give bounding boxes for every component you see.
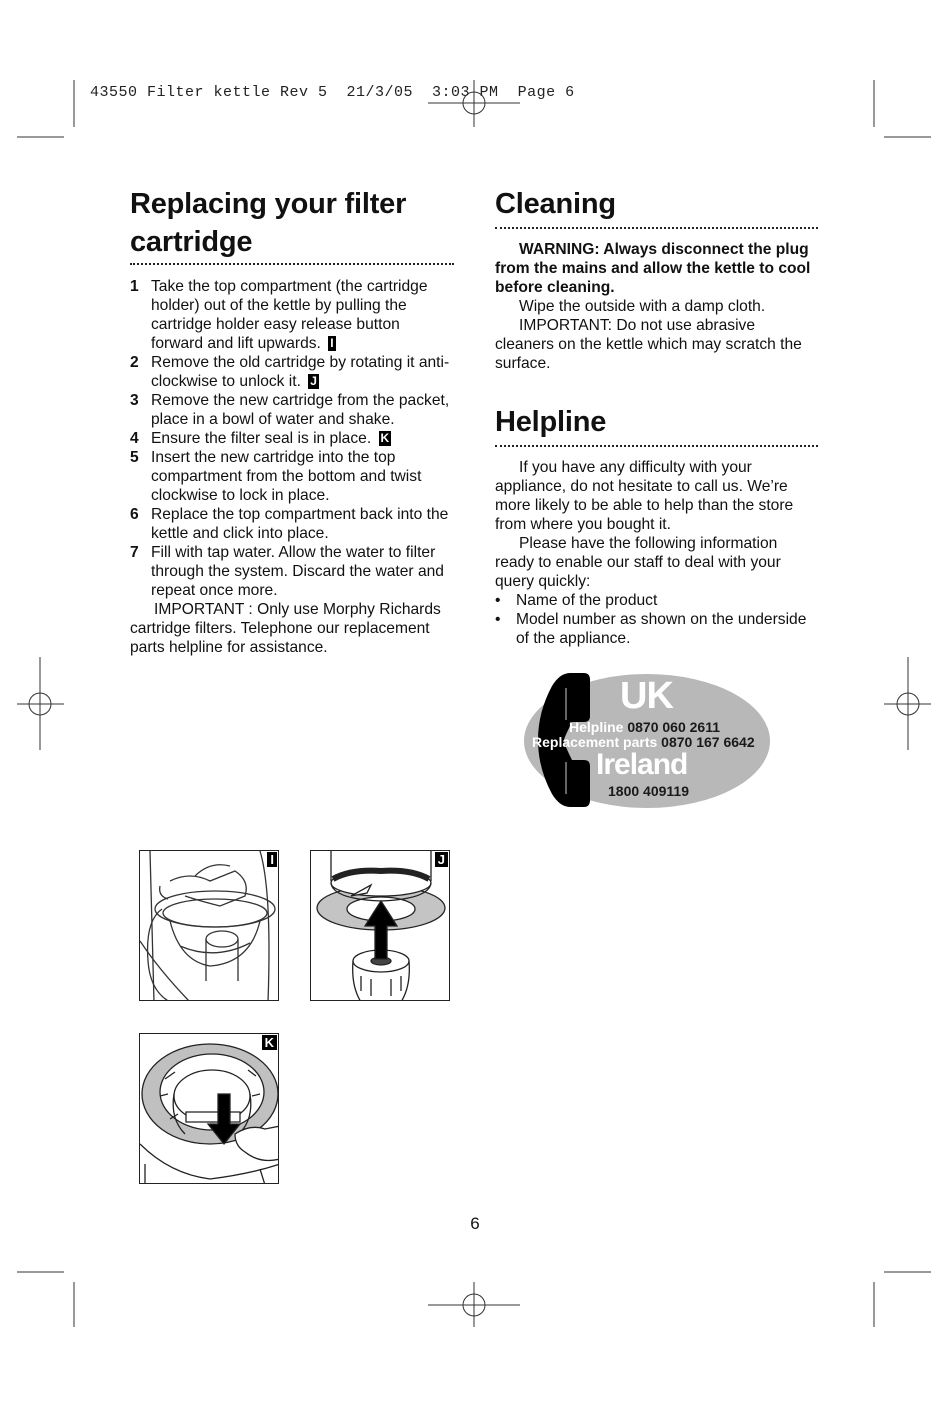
step-number: 5 (130, 449, 139, 466)
helpline-title: Helpline (495, 403, 818, 447)
figure-j-rotate-cartridge (310, 850, 450, 1001)
ireland-label: Ireland (596, 748, 688, 781)
right-column (495, 185, 818, 648)
helpline-body (495, 458, 818, 648)
step-number: 6 (130, 506, 139, 523)
step-number: 1 (130, 278, 139, 295)
step-text: Remove the new cartridge from the packet, place in a bowl of water and shake. (151, 392, 450, 428)
step-number: 3 (130, 392, 139, 409)
figure-reference-badge: I (330, 336, 334, 350)
bullet-item: • Name of the product (495, 591, 818, 610)
cleaning-wipe: Wipe the outside with a damp cloth. (519, 298, 766, 315)
helpline-para1: If you have any difficulty with your appliance, do not hesitate to call us. We’re more likely to be able to help than the store from where you bought it. (495, 459, 794, 533)
cleaning-body (495, 240, 818, 373)
parts-label: Replacement parts (532, 734, 658, 750)
cleaning-warning: WARNING: Always disconnect the plug from the mains and allow the kettle to cool before cleaning. (495, 241, 811, 296)
helpline-bullets (495, 591, 818, 648)
helpline-para2: Please have the following information ready to enable our staff to deal with your query quickly: (495, 535, 781, 590)
figure-j-tag: J (435, 852, 448, 867)
step-number: 7 (130, 544, 139, 561)
helpline-number: 0870 060 2611 (627, 719, 721, 735)
helpline-label: Helpline (569, 719, 624, 735)
step-item (130, 353, 454, 391)
bullet-item: • Model number as shown on the underside of the appliance. (495, 610, 818, 648)
step-text: Remove the old cartridge by rotating it anti-clockwise to unlock it. (151, 354, 450, 390)
page-number: 6 (470, 1214, 480, 1233)
print-slug-line: 43550 Filter kettle Rev 5 21/3/05 3:03 PM Page 6 (90, 84, 575, 101)
step-item (130, 505, 454, 543)
figure-reference-badge: K (380, 431, 390, 445)
cleaning-important: IMPORTANT: Do not use abrasive cleaners on the kettle which may scratch the surface. (495, 317, 802, 372)
step-number: 4 (130, 430, 139, 447)
step-text: Insert the new cartridge into the top compartment from the bottom and twist clockwise to lock in place. (151, 449, 422, 504)
replacing-important-note: IMPORTANT : Only use Morphy Richards cartridge filters. Telephone our replacement parts helpline for assistance. (130, 601, 441, 656)
step-item (130, 543, 454, 600)
parts-number: 0870 167 6642 (661, 734, 755, 750)
figure-k-tag: K (262, 1035, 277, 1050)
replacing-cartridge-section (130, 185, 454, 657)
uk-label: UK (620, 675, 673, 717)
step-text: Fill with tap water. Allow the water to filter through the system. Discard the water and repeat once more. (151, 544, 444, 599)
replacing-title (130, 185, 454, 265)
helpline-contact-badge (520, 668, 775, 813)
uk-helpline-line (569, 719, 720, 735)
step-item (130, 277, 454, 353)
step-item (130, 429, 454, 448)
kettle-hand-illustration (140, 851, 279, 1001)
figure-i-remove-holder (139, 850, 279, 1001)
step-text: Replace the top compartment back into the kettle and click into place. (151, 506, 449, 542)
step-text: Take the top compartment (the cartridge holder) out of the kettle by pulling the cartridge holder easy release button forward and lift upwards. (151, 278, 428, 352)
figure-reference-badge: J (310, 374, 317, 388)
cartridge-rotate-illustration (311, 851, 450, 1001)
step-item (130, 391, 454, 429)
cleaning-title: Cleaning (495, 185, 818, 229)
filter-seal-illustration (140, 1034, 279, 1184)
steps-list (130, 277, 454, 600)
step-text: Ensure the filter seal is in place. (151, 430, 372, 447)
replacing-title-line1: Replacing your filter (130, 188, 407, 220)
figure-i-tag: I (267, 852, 277, 867)
step-item (130, 448, 454, 505)
figure-k-filter-seal (139, 1033, 279, 1184)
step-number: 2 (130, 354, 139, 371)
replacing-title-line2: cartridge (130, 226, 253, 258)
ireland-number: 1800 409119 (608, 783, 689, 799)
